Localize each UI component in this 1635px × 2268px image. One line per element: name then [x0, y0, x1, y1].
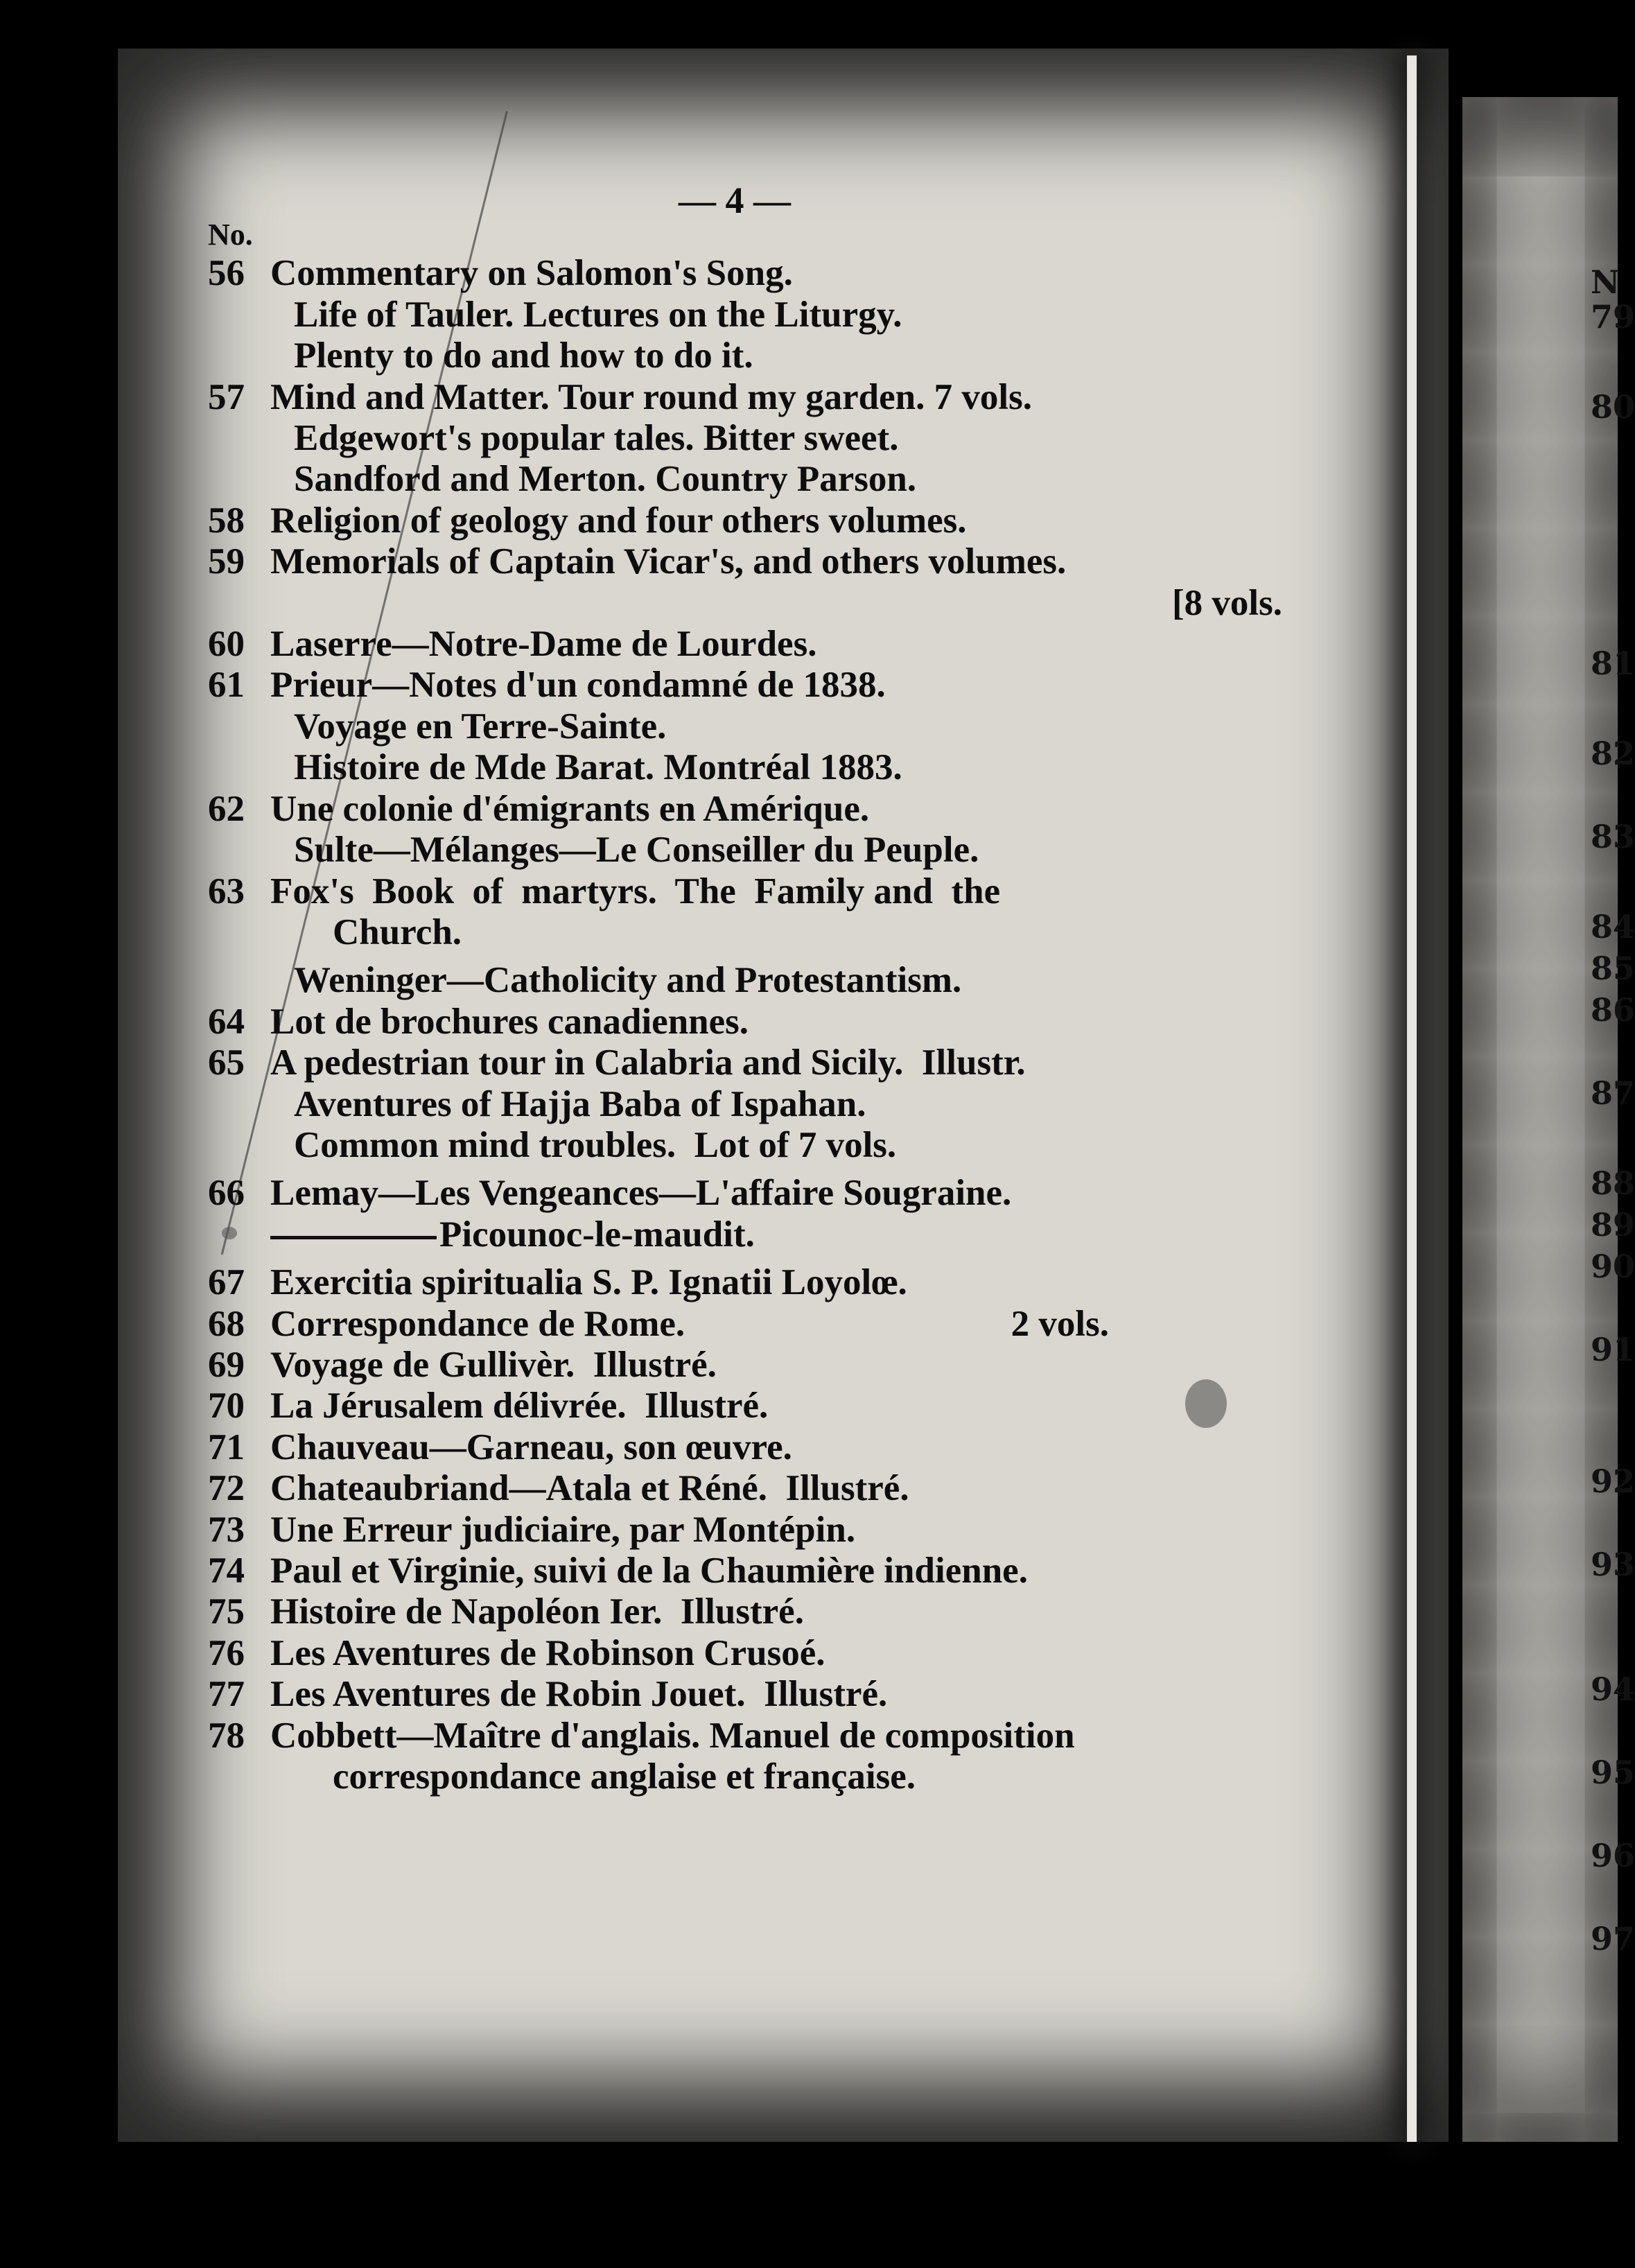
entry-number: 61 — [208, 665, 245, 706]
entry-number: 69 — [208, 1344, 245, 1385]
entry-number: 74 — [208, 1551, 245, 1591]
edge-number: 86 — [1591, 991, 1635, 1029]
entry-number: 67 — [208, 1262, 245, 1303]
entry-number: 76 — [208, 1632, 245, 1673]
edge-number: 85 — [1591, 950, 1635, 987]
adjacent-page-edge — [1462, 97, 1635, 2142]
entry-line-text: Correspondance de Rome. — [270, 1303, 685, 1344]
edge-number: 79 — [1591, 298, 1635, 335]
catalogue-entry — [208, 1386, 1345, 1427]
entry-line: Lot de brochures canadiennes. — [270, 1001, 749, 1042]
catalogue-entry — [208, 1591, 1345, 1632]
entry-line: Exercitia spiritualia S. P. Ignatii Loyolœ. — [270, 1262, 907, 1303]
entry-line: La Jérusalem délivrée. Illustré. — [270, 1386, 769, 1427]
entry-number: 71 — [208, 1427, 245, 1467]
entry-number: 59 — [208, 541, 245, 582]
catalogue-entry — [208, 1468, 1345, 1509]
edge-number: 93 — [1591, 1546, 1635, 1583]
edge-number: 82 — [1591, 735, 1635, 772]
entry-number: 75 — [208, 1591, 245, 1632]
entry-line: Histoire de Napoléon Ier. Illustré. — [270, 1591, 804, 1632]
catalogue-entry — [208, 253, 1345, 376]
catalogue-entry — [208, 1304, 1345, 1345]
catalogue-entry — [208, 789, 1345, 871]
edge-number: 80 — [1591, 388, 1635, 426]
catalogue-entry — [208, 1633, 1345, 1674]
entry-line: Sulte—Mélanges—Le Conseiller du Peuple. — [294, 830, 979, 871]
catalogue-entry — [208, 1510, 1345, 1551]
edge-number: 91 — [1591, 1331, 1635, 1368]
entry-line: Mind and Matter. Tour round my garden. 7 vols. — [270, 376, 1032, 417]
entry-number: 65 — [208, 1043, 245, 1083]
entry-line-with-note — [270, 1304, 1109, 1345]
edge-number: 81 — [1591, 645, 1635, 682]
page-gutter — [1407, 55, 1417, 2142]
entry-number: 68 — [208, 1303, 245, 1344]
entry-number: 66 — [208, 1173, 245, 1214]
entry-line: Memorials of Captain Vicar's, and others volumes. — [270, 541, 1067, 582]
edge-number: 95 — [1591, 1754, 1635, 1791]
catalogue-entry — [208, 1551, 1345, 1591]
edge-number: 90 — [1591, 1248, 1635, 1285]
entry-line: Church. — [333, 911, 462, 952]
volume-note: 2 vols. — [1011, 1303, 1109, 1344]
entry-line: Chauveau—Garneau, son œuvre. — [270, 1427, 792, 1467]
entry-number: 60 — [208, 624, 245, 665]
ditto-dash — [270, 1236, 437, 1239]
entry-line: Common mind troubles. Lot of 7 vols. — [294, 1124, 897, 1165]
catalogue-entry — [208, 1345, 1345, 1386]
entry-number: 78 — [208, 1715, 245, 1756]
catalogue-entry — [208, 624, 1345, 665]
catalogue-text — [208, 180, 1345, 1797]
catalogue-entry — [208, 1173, 1345, 1255]
entry-number: 77 — [208, 1674, 245, 1715]
entry-line: Voyage en Terre-Sainte. — [294, 706, 667, 747]
entry-number: 70 — [208, 1386, 245, 1427]
entry-line: Voyage de Gullivèr. Illustré. — [270, 1344, 717, 1385]
entry-line: Histoire de Mde Barat. Montréal 1883. — [294, 747, 902, 788]
edge-number: 97 — [1591, 1920, 1635, 1957]
catalogue-entry — [208, 1002, 1345, 1043]
catalogue-entry — [208, 500, 1345, 541]
entry-line: Commentary on Salomon's Song. — [270, 253, 793, 294]
entry-number: 72 — [208, 1468, 245, 1509]
catalogue-entry — [208, 541, 1345, 624]
edge-number: 94 — [1591, 1671, 1635, 1708]
page-number: — 4 — — [679, 180, 791, 221]
column-header: No. — [208, 218, 253, 252]
entry-line: Cobbett—Maître d'anglais. Manuel de composition — [270, 1715, 1075, 1756]
edge-number: 84 — [1591, 908, 1635, 945]
entry-line-ditto — [270, 1214, 1345, 1255]
entry-number: 62 — [208, 788, 245, 829]
edge-number: N — [1591, 263, 1620, 301]
entry-line: Sandford and Merton. Country Parson. — [294, 459, 917, 500]
edge-number: 89 — [1591, 1206, 1635, 1244]
entry-line: Les Aventures de Robinson Crusoé. — [270, 1632, 825, 1673]
catalogue-entry — [208, 377, 1345, 500]
edge-number: 87 — [1591, 1074, 1635, 1112]
entry-line: Life of Tauler. Lectures on the Liturgy. — [294, 294, 902, 335]
catalogue-entry — [208, 1262, 1345, 1303]
entry-number: 73 — [208, 1509, 245, 1550]
entry-line: Aventures of Hajja Baba of Ispahan. — [294, 1083, 866, 1124]
entry-number: 57 — [208, 376, 245, 417]
catalogue-entry — [208, 1043, 1345, 1166]
entry-line-text: Picounoc-le-maudit. — [439, 1214, 755, 1255]
entry-number: 63 — [208, 871, 245, 911]
catalogue-entry — [208, 1674, 1345, 1715]
entry-number: 56 — [208, 253, 245, 294]
entry-line: Laserre—Notre-Dame de Lourdes. — [270, 624, 817, 665]
catalogue-entry — [208, 665, 1345, 788]
entry-line: Une colonie d'émigrants en Amérique. — [270, 788, 870, 829]
entry-line: Weninger—Catholicity and Protestantism. — [294, 960, 962, 1001]
entry-line: correspondance anglaise et française. — [333, 1756, 916, 1797]
entry-line: Plenty to do and how to do it. — [294, 335, 753, 376]
entry-line: Les Aventures de Robin Jouet. Illustré. — [270, 1674, 888, 1715]
catalogue-entry — [208, 1716, 1345, 1798]
edge-number: 92 — [1591, 1463, 1635, 1500]
entry-line: Une Erreur judiciaire, par Montépin. — [270, 1509, 856, 1550]
entry-line: Prieur—Notes d'un condamné de 1838. — [270, 665, 886, 706]
entry-number: 58 — [208, 500, 245, 541]
entry-number: 64 — [208, 1001, 245, 1042]
entry-line: Chateaubriand—Atala et Réné. Illustré. — [270, 1468, 909, 1509]
entry-line: Fox's Book of martyrs. The Family and the — [270, 871, 1001, 911]
entry-line: Lemay—Les Vengeances—L'affaire Sougraine. — [270, 1173, 1012, 1214]
edge-number: 83 — [1591, 818, 1635, 855]
entry-line: A pedestrian tour in Calabria and Sicily. Illustr. — [270, 1043, 1026, 1083]
edge-number: 96 — [1591, 1837, 1635, 1874]
entry-line: Edgewort's popular tales. Bitter sweet. — [294, 418, 899, 459]
volume-note: [8 vols. — [1172, 582, 1282, 623]
catalogue-entry — [208, 1427, 1345, 1468]
entry-line: Paul et Virginie, suivi de la Chaumière indienne. — [270, 1551, 1028, 1591]
entry-line: Religion of geology and four others volumes. — [270, 500, 967, 541]
edge-number: 88 — [1591, 1164, 1635, 1202]
catalogue-entry — [208, 871, 1345, 1002]
